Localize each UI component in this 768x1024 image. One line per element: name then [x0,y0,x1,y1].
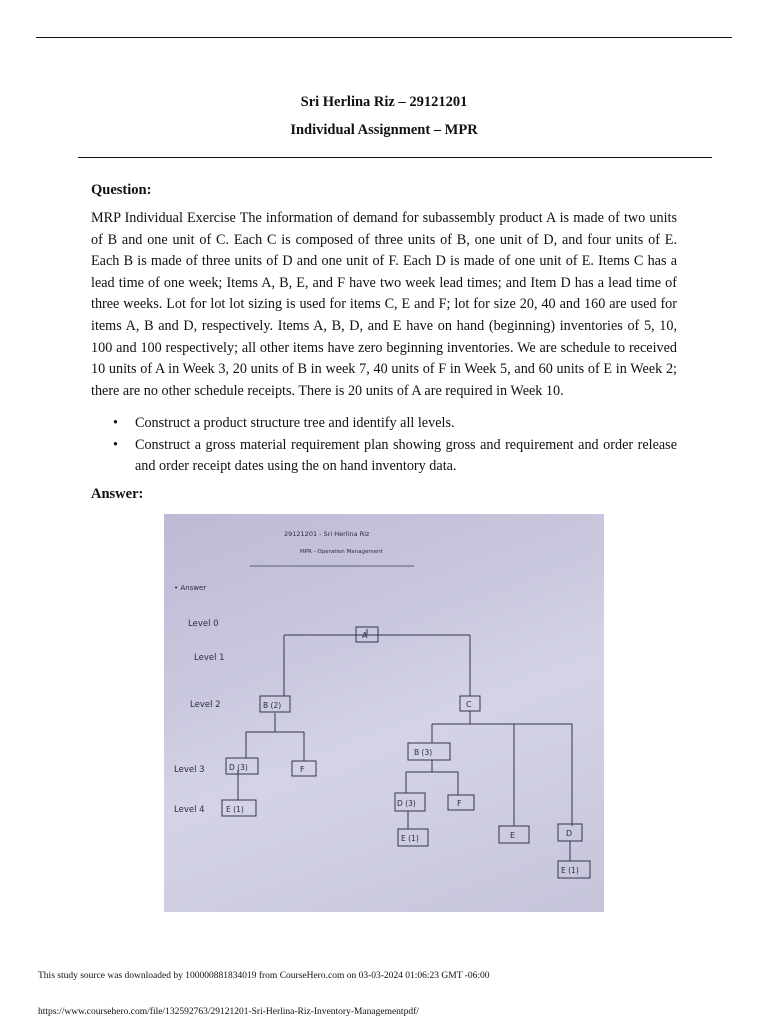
bullet-icon: • [113,436,118,453]
product-structure-tree [164,514,604,912]
node-f-under-bc: F [457,799,462,808]
node-f-under-b: F [300,765,305,774]
level-3-label: Level 3 [174,765,205,775]
page-subtitle: Individual Assignment – MPR [290,122,478,138]
level-0-label: Level 0 [188,619,219,629]
level-1-label: Level 1 [194,653,225,663]
question-bullet-list [91,413,677,478]
level-4-label: Level 4 [174,805,205,815]
photo-header-line2: MPR - Operation Management [300,549,383,555]
node-d-under-bc: D (3) [397,799,416,808]
answer-photo [164,514,604,912]
bullet-text: Construct a product structure tree and identify all levels. [135,415,455,431]
node-e-under-dc: E (1) [561,866,579,875]
photo-header-line1: 29121201 - Sri Herlina Riz [284,530,370,538]
level-2-label: Level 2 [190,700,221,710]
list-item [91,413,677,435]
node-c: C [466,700,472,709]
node-e-under-c: E [510,831,516,840]
node-a: A [362,631,368,640]
list-item [91,435,677,478]
download-note: This study source was downloaded by 100000881834019 from CourseHero.com on 03-03-2024 01:06:23 GMT -06:00 [38,971,490,981]
bullet-text: Construct a gross material requirement plan showing gross and requirement and order release and order receipt dates using the on hand inventory data. [135,436,677,475]
node-d-under-b: D (3) [229,763,248,772]
top-rule [36,37,732,38]
node-d-under-c: D [566,829,573,838]
source-url[interactable]: https://www.coursehero.com/file/132592763/29121201-Sri-Herlina-Riz-Inventory-Managementpdf/ [38,1007,419,1017]
title-rule [78,157,712,158]
node-e-under-d: E (1) [226,805,244,814]
photo-answer-label: • Answer [174,584,207,592]
bullet-icon: • [113,415,118,431]
page-title: Sri Herlina Riz – 29121201 [300,94,468,110]
node-e-under-dbc: E (1) [401,834,419,843]
node-b: B (2) [263,701,282,710]
node-b-under-c: B (3) [414,748,433,757]
question-body: MRP Individual Exercise The information of demand for subassembly product A is made of two units of B and one unit of C. Each C is composed of three units of B, one unit of D, and four units of E. Each B is made of three units of D and one unit of F. Each D is made of one unit of E. Items C has a lead time of one week; Items A, B, E, and F have two week lead times; and Item D has a lead time of three weeks. Lot for lot lot sizing is used for items C, E and F; lot for size 20, 40 and 160 are used for items A, B and D, respectively. Items A, B, D, and E have on hand (beginning) inventories of 5, 10, 100 and 100 respectively; all other items have zero beginning inventories. We are schedule to received 10 units of A in Week 3, 20 units of B in week 7, 40 units of F in Week 5, and 60 units of E in Week 2; there are no other schedule receipts. There is 20 units of A are required in Week 10. [91,210,677,399]
question-heading: Question: [91,182,152,198]
answer-heading: Answer: [91,486,144,502]
